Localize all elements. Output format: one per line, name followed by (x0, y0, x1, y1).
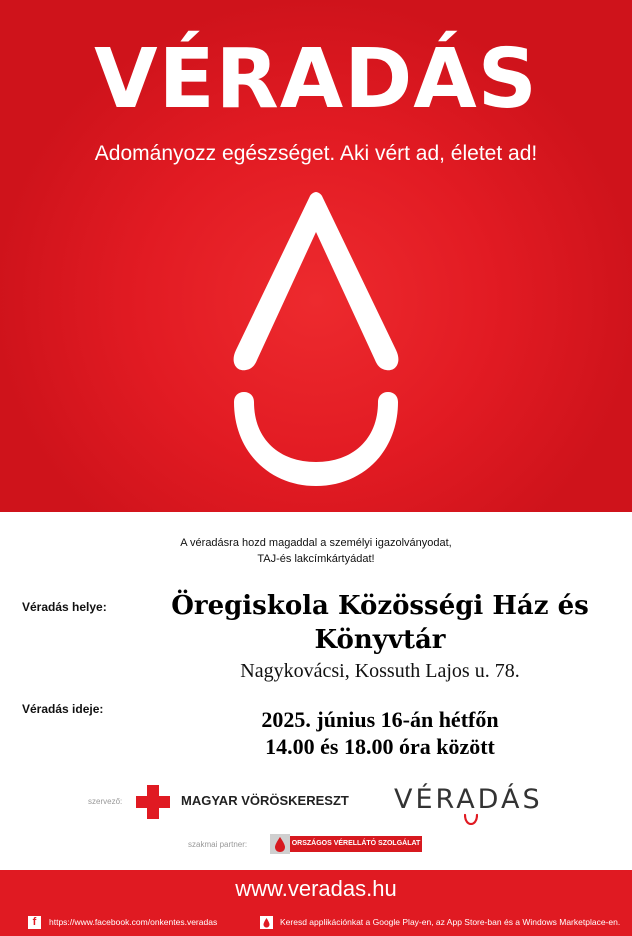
hero-slogan: Adományozz egészséget. Aki vért ad, életet ad! (94, 142, 538, 165)
venue-name-line-2: Könyvtár (314, 625, 446, 655)
id-documents-notice (140, 535, 492, 567)
facebook-row (28, 914, 217, 930)
event-date: 2025. június 16-án hétfőn (261, 707, 499, 732)
veradas-logo: VÉRADÁS (394, 784, 543, 815)
place-label: Véradás helye: (22, 600, 107, 614)
venue-name-line-1: Öregiskola Közösségi Ház és (171, 591, 589, 621)
time-label: Véradás ideje: (22, 702, 104, 716)
ovsz-logo-icon (270, 834, 290, 854)
event-hours: 14.00 és 18.00 óra között (265, 734, 495, 759)
app-drop-icon (260, 916, 273, 929)
notice-line-1: A véradásra hozd magaddal a személyi igazolványodat, (180, 537, 452, 549)
facebook-link[interactable]: https://www.facebook.com/onkentes.veradas (49, 917, 218, 927)
partner-label: szakmai partner: (188, 840, 248, 849)
venue-name (130, 589, 630, 657)
organizer-name: MAGYAR VÖRÖSKERESZT (181, 793, 349, 808)
blood-drop-icon (226, 190, 406, 490)
apps-row (260, 914, 620, 930)
venue-address: Nagykovácsi, Kossuth Lajos u. 78. (240, 660, 520, 682)
website-link[interactable]: www.veradas.hu (235, 876, 397, 901)
notice-line-2: TAJ-és lakcímkártyádat! (257, 553, 375, 565)
footer (0, 870, 632, 936)
drop-smile-icon (464, 813, 478, 825)
red-cross-icon (136, 785, 170, 819)
hero-title: VÉRADÁS (94, 32, 538, 127)
partner-name: ORSZÁGOS VÉRELLÁTÓ SZOLGÁLAT (290, 836, 422, 852)
apps-text: Keresd applikációnkat a Google Play-en, az App Store-ban és a Windows Marketplace-en. (280, 917, 621, 927)
organizer-label: szervező: (88, 797, 123, 806)
facebook-icon: f (28, 916, 41, 929)
